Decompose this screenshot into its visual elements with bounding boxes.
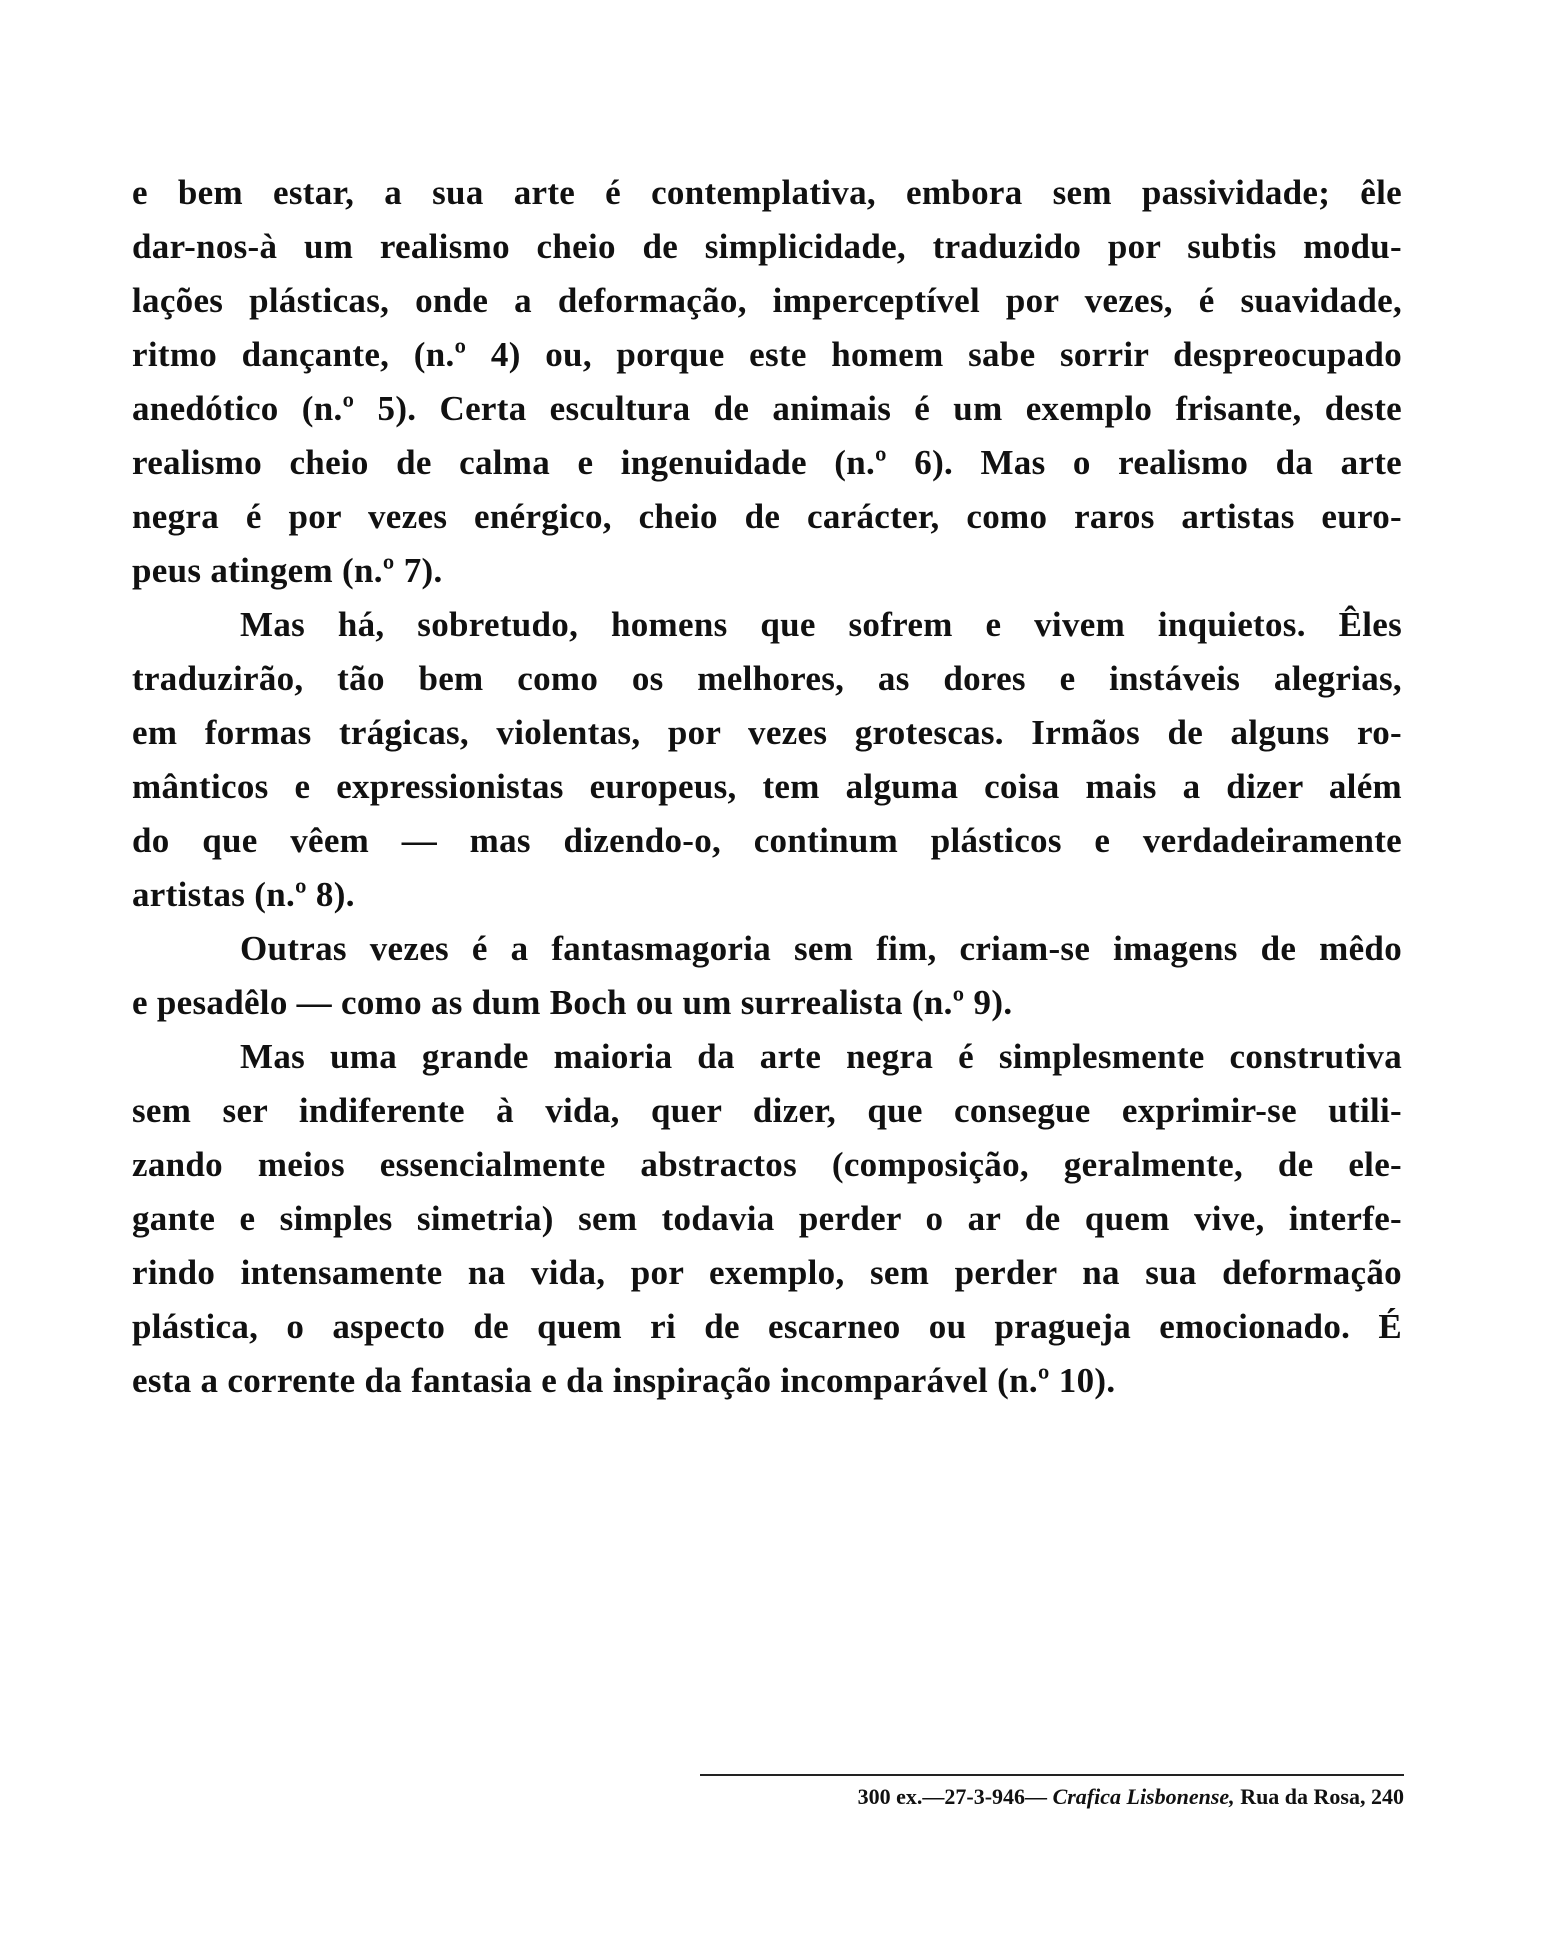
text-line: traduzirão, tão bem como os melhores, as dores e instáveis alegrias, (132, 659, 1402, 698)
colophon (700, 1778, 1404, 1816)
text-line: negra é por vezes enérgico, cheio de carácter, como raros artistas euro- (132, 497, 1402, 536)
text-line: rindo intensamente na vida, por exemplo, sem perder na sua deformação (132, 1253, 1402, 1292)
text-line: Outras vezes é a fantasmagoria sem fim, criam-se imagens de mêdo (240, 929, 1402, 968)
body-text (132, 166, 1402, 1408)
text-line: em formas trágicas, violentas, por vezes grotescas. Irmãos de alguns ro- (132, 713, 1402, 752)
text-line: plástica, o aspecto de quem ri de escarneo ou pragueja emocionado. É (132, 1307, 1402, 1346)
text-line: anedótico (n.º 5). Certa escultura de animais é um exemplo frisante, deste (132, 389, 1402, 428)
text-line: e bem estar, a sua arte é contemplativa, embora sem passividade; êle (132, 173, 1402, 212)
text-line: realismo cheio de calma e ingenuidade (n.º 6). Mas o realismo da arte (132, 443, 1402, 482)
paragraph-2 (132, 598, 1402, 922)
text-line: dar-nos-à um realismo cheio de simplicidade, traduzido por subtis modu- (132, 227, 1402, 266)
text-line: e pesadêlo — como as dum Boch ou um surrealista (n.º 9). (132, 983, 1013, 1022)
text-line: zando meios essencialmente abstractos (composição, geralmente, de ele- (132, 1145, 1402, 1184)
text-line: gante e simples simetria) sem todavia perder o ar de quem vive, interfe- (132, 1199, 1402, 1238)
text-line: Mas uma grande maioria da arte negra é simplesmente construtiva (240, 1037, 1402, 1076)
paragraph-3 (132, 922, 1402, 1030)
paragraph-1 (132, 166, 1402, 598)
text-line: do que vêem — mas dizendo-o, continum plásticos e verdadeiramente (132, 821, 1402, 860)
text-line: sem ser indiferente à vida, quer dizer, que consegue exprimir-se utili- (132, 1091, 1402, 1130)
paragraph-4 (132, 1030, 1402, 1408)
colophon-print-shop: Crafica Lisbonense, (1052, 1784, 1235, 1809)
text-line: lações plásticas, onde a deformação, imperceptível por vezes, é suavidade, (132, 281, 1402, 320)
colophon-prefix: 300 ex.—27-3-946— (857, 1784, 1053, 1809)
text-line: peus atingem (n.º 7). (132, 551, 443, 590)
colophon-address: Rua da Rosa, 240 (1234, 1784, 1404, 1809)
text-line: mânticos e expressionistas europeus, tem alguma coisa mais a dizer além (132, 767, 1402, 806)
text-line: Mas há, sobretudo, homens que sofrem e vivem inquietos. Êles (240, 605, 1402, 644)
text-line: esta a corrente da fantasia e da inspiração incomparável (n.º 10). (132, 1361, 1116, 1400)
text-line: ritmo dançante, (n.º 4) ou, porque este homem sabe sorrir despreocupado (132, 335, 1402, 374)
text-line: artistas (n.º 8). (132, 875, 355, 914)
colophon-rule (700, 1774, 1404, 1776)
